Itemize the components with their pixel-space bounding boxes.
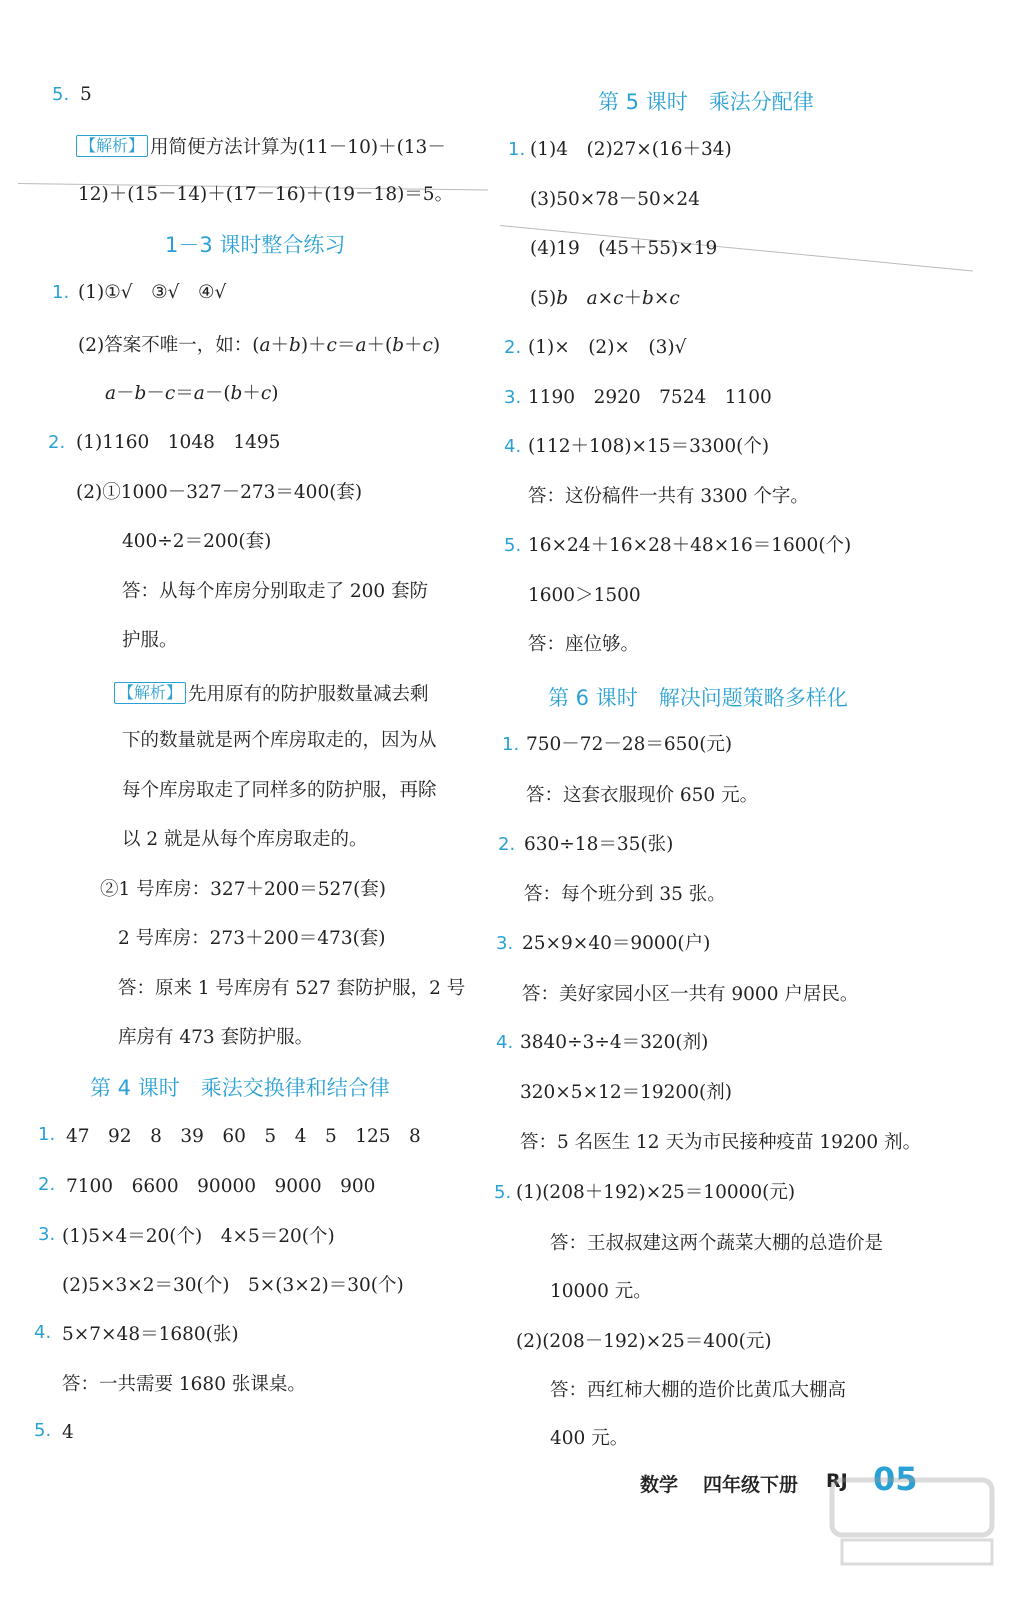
analysis-line: 【解析】 用简便方法计算为(11－10)＋(13－ <box>76 135 446 158</box>
answer-line: 每个库房取走了同样多的防护服，再除 <box>122 780 437 801</box>
answer-line: ②1 号库房：327＋200＝527(套) <box>100 879 387 900</box>
answer-line: (1)1160 1048 1495 <box>76 432 281 453</box>
answer-line: 1190 2920 7524 1100 <box>528 387 772 408</box>
answer-line: 1600＞1500 <box>528 585 641 606</box>
item-number: 1. <box>38 1124 56 1145</box>
answer-line: 2 号库房：273＋200＝473(套) <box>118 928 386 949</box>
analysis-line: 【解析】 先用原有的防护服数量减去剩 <box>114 682 429 705</box>
section-heading: 第 4 课时 乘法交换律和结合律 <box>90 1076 390 1100</box>
item-number: 1. <box>508 139 526 160</box>
answer-line: 答：王叔叔建这两个蔬菜大棚的总造价是 <box>550 1233 884 1254</box>
answer-line: 下的数量就是两个库房取走的，因为从 <box>122 730 437 751</box>
answer-line: 630÷18＝35(张) <box>524 834 674 855</box>
item-number: 5. <box>34 1420 52 1441</box>
answer-line: 以 2 就是从每个库房取走的。 <box>122 829 368 850</box>
analysis-tag: 【解析】 <box>114 682 186 704</box>
answer-line: (1)× (2)× (3)√ <box>528 337 687 358</box>
page-number: 05 <box>873 1460 918 1498</box>
answer-line: (1)①√ ③√ ④√ <box>78 282 227 303</box>
section-heading: 第 5 课时 乘法分配律 <box>598 90 814 114</box>
item-number: 1. <box>52 282 70 303</box>
answer-line: 答：这套衣服现价 650 元。 <box>526 785 759 806</box>
section-heading: 第 6 课时 解决问题策略多样化 <box>548 686 848 710</box>
answer-line: 320×5×12＝19200(剂) <box>520 1082 732 1103</box>
answer-line: 4 <box>62 1422 74 1443</box>
answer-line: 答：美好家园小区一共有 9000 户居民。 <box>522 984 859 1005</box>
answer-line: 答：原来 1 号库房有 527 套防护服，2 号 <box>118 978 466 999</box>
answer-line: 47 92 8 39 60 5 4 5 125 8 <box>66 1126 421 1147</box>
item-number: 4. <box>496 1032 514 1053</box>
answer-line: 400÷2＝200(套) <box>122 531 272 552</box>
item-number: 4. <box>34 1322 52 1343</box>
answer-line: 7100 6600 90000 9000 900 <box>66 1176 376 1197</box>
answer-line: (2)(208－192)×25＝400(元) <box>516 1331 772 1352</box>
answer-line: 答：西红柿大棚的造价比黄瓜大棚高 <box>550 1380 847 1401</box>
answer-line: 答：一共需要 1680 张课桌。 <box>62 1374 306 1395</box>
item-number: 2. <box>504 337 522 358</box>
item-number: 5. <box>52 84 70 105</box>
item-number: 2. <box>48 432 66 453</box>
answer-line: 5 <box>80 84 92 105</box>
answer-line: a－b－c＝a－(b＋c) <box>105 383 279 404</box>
answer-line: (2)①1000－327－273＝400(套) <box>76 482 363 503</box>
answer-line: 25×9×40＝9000(户) <box>522 933 711 954</box>
answer-line: (1)5×4＝20(个) 4×5＝20(个) <box>62 1226 335 1247</box>
answer-line: 750－72－28＝650(元) <box>526 734 733 755</box>
item-number: 3. <box>496 933 514 954</box>
answer-line: (2)答案不唯一，如：(a＋b)＋c＝a＋(b＋c) <box>78 335 441 356</box>
item-number: 3. <box>504 387 522 408</box>
answer-line: 3840÷3÷4＝320(剂) <box>520 1032 709 1053</box>
answer-line: (3)50×78－50×24 <box>530 189 700 210</box>
item-number: 3. <box>38 1224 56 1245</box>
answer-line: (112＋108)×15＝3300(个) <box>528 436 770 457</box>
answer-line: (2)5×3×2＝30(个) 5×(3×2)＝30(个) <box>62 1275 404 1296</box>
section-heading: 1－3 课时整合练习 <box>165 233 346 257</box>
answer-line: 400 元。 <box>550 1428 629 1449</box>
answer-line: 库房有 473 套防护服。 <box>118 1027 314 1048</box>
answer-line: 5×7×48＝1680(张) <box>62 1324 239 1345</box>
grade-label: 四年级下册 <box>703 1474 799 1496</box>
item-number: 2. <box>38 1174 56 1195</box>
answer-line: 12)＋(15－14)＋(17－16)＋(19－18)＝5。 <box>78 184 454 205</box>
watermark-logo-icon <box>822 1470 1012 1570</box>
answer-line: (5)b a×c＋b×c <box>530 288 680 309</box>
answer-line: (4)19 (45＋55)×19 <box>530 238 718 259</box>
answer-line: 16×24＋16×28＋48×16＝1600(个) <box>528 535 852 556</box>
answer-line: 答：这份稿件一共有 3300 个字。 <box>528 486 809 507</box>
answer-line: 答：5 名医生 12 天为市民接种疫苗 19200 剂。 <box>520 1132 922 1153</box>
edition-label: RJ <box>826 1470 848 1492</box>
item-number: 4. <box>504 436 522 457</box>
analysis-tag: 【解析】 <box>76 135 148 157</box>
answer-line: 答：从每个库房分别取走了 200 套防 <box>122 581 429 602</box>
item-number: 5. <box>494 1182 512 1203</box>
answer-line: 答：每个班分到 35 张。 <box>524 884 726 905</box>
answer-line: 10000 元。 <box>550 1281 652 1302</box>
item-number: 2. <box>498 834 516 855</box>
answer-line: 答：座位够。 <box>528 634 640 655</box>
subject-label: 数学 <box>640 1474 679 1496</box>
answer-line: (1)4 (2)27×(16＋34) <box>530 139 732 160</box>
answer-line: 护服。 <box>122 630 178 651</box>
answer-line: (1)(208＋192)×25＝10000(元) <box>516 1182 796 1203</box>
item-number: 5. <box>504 535 522 556</box>
item-number: 1. <box>502 734 520 755</box>
